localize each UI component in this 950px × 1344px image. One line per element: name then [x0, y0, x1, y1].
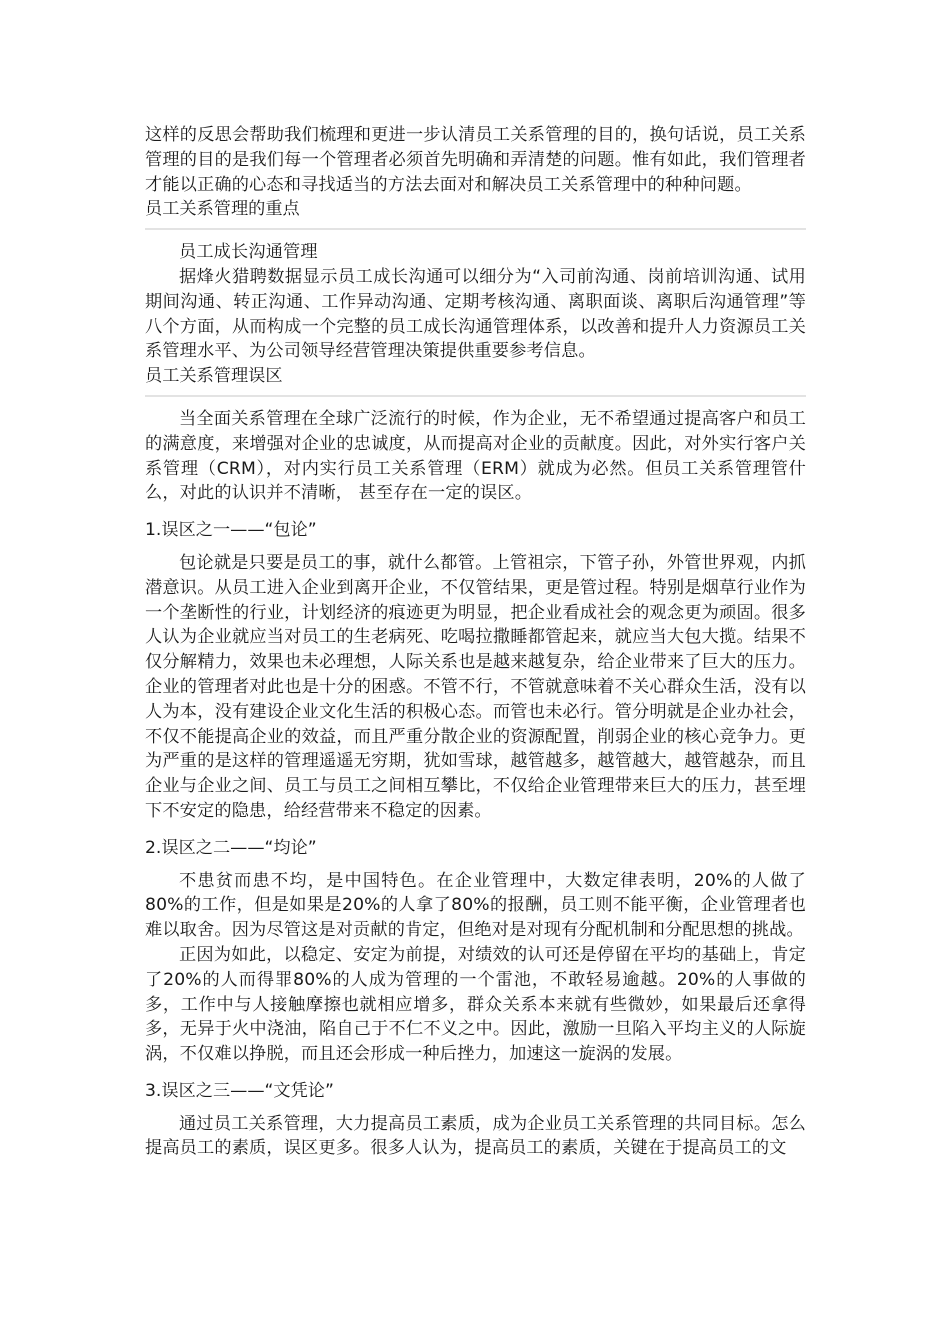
mistake-3-title: 3.误区之三——“文凭论”	[145, 1080, 334, 1101]
mistakes-intro-paragraph: 当全面关系管理在全球广泛流行的时候，作为企业，无不希望通过提高客户和员工的满意度，来增强对企业的忠诚度，从而提高对企业的贡献度。因此，对外实行客户关系管理（CRM），对内实行员工关系管理（ERM）就成为必然。但员工关系管理管什么，对此的认识并不清晰， 甚至存在一定的误区。	[145, 408, 806, 504]
mistake-1-paragraph: 包论就是只要是员工的事，就什么都管。上管祖宗，下管子孙，外管世界观，内抓潜意识。从员工进入企业到离开企业，不仅管结果，更是管过程。特别是烟草行业作为一个垄断性的行业，计划经济的痕迹更为明显，把企业看成社会的观念更为顽固。很多人认为企业就应当对员工的生老病死、吃喝拉撒睡都管起来，就应当大包大揽。结果不仅分解精力，效果也未必理想，人际关系也是越来越复杂，给企业带来了巨大的压力。企业的管理者对此也是十分的困惑。不管不行，不管就意味着不关心群众生活，没有以人为本，没有建设企业文化生活的积极心态。而管也未必行。管分明就是企业办社会，不仅不能提高企业的效益，而且严重分散企业的资源配置，削弱企业的核心竞争力。更为严重的是这样的管理遥遥无穷期，犹如雪球，越管越多，越管越大，越管越杂，而且企业与企业之间、员工与员工之间相互攀比，不仅给企业管理带来巨大的压力，甚至埋下不安定的隐患，给经营带来不稳定的因素。	[145, 552, 806, 821]
growth-communication-paragraph: 据烽火猎聘数据显示员工成长沟通可以细分为“入司前沟通、岗前培训沟通、试用期间沟通、转正沟通、工作异动沟通、定期考核沟通、离职面谈、离职后沟通管理”等八个方面，从而构成一个完整的员工成长沟通管理体系，以改善和提升人力资源员工关系管理水平、为公司领导经营管理决策提供重要参考信息。	[145, 266, 806, 362]
mistake-2-paragraph-1: 不患贫而患不均，是中国特色。在企业管理中，大数定律表明，20%的人做了80%的工作，但是如果是20%的人拿了80%的报酬，员工则不能平衡，企业管理者也难以取舍。因为尽管这是对贡献的肯定，但绝对是对现有分配机制和分配思想的挑战。	[145, 870, 806, 941]
mistake-3-paragraph: 通过员工关系管理，大力提高员工素质，成为企业员工关系管理的共同目标。怎么提高员工的素质，误区更多。很多人认为，提高员工的素质，关键在于提高员工的文	[145, 1113, 806, 1159]
spacer	[145, 1067, 806, 1079]
mistake-1-title: 1.误区之一——“包论”	[145, 520, 317, 541]
spacer	[145, 1104, 806, 1112]
spacer	[145, 824, 806, 836]
section-divider	[145, 228, 806, 230]
document-page	[145, 123, 806, 1162]
mistake-3-clip	[145, 1112, 806, 1162]
section-divider	[145, 395, 806, 397]
spacer	[145, 861, 806, 869]
mistake-2-title: 2.误区之二——“均论”	[145, 837, 317, 858]
intro-paragraph: 这样的反思会帮助我们梳理和更进一步认清员工关系管理的目的，换句话说，员工关系管理的目的是我们每一个管理者必须首先明确和弄清楚的问题。惟有如此，我们管理者才能以正确的心态和寻找适当的方法去面对和解决员工关系管理中的种种问题。	[145, 125, 806, 195]
section-heading-focus: 员工关系管理的重点	[145, 199, 300, 220]
mistake-2-paragraph-2: 正因为如此，以稳定、安定为前提，对绩效的认可还是停留在平均的基础上，肯定了20%的人而得罪80%的人成为管理的一个雷池，不敢轻易逾越。20%的人事做的多，工作中与人接触摩擦也就相应增多，群众关系本来就有些微妙，如果最后还拿得多，无异于火中浇油，陷自己于不仁不义之中。因此，激励一旦陷入平均主义的人际旋涡，不仅难以挣脱，而且还会形成一种后挫力，加速这一旋涡的发展。	[145, 944, 806, 1065]
spacer	[145, 506, 806, 518]
subheading-growth-communication: 员工成长沟通管理	[179, 242, 318, 263]
section-heading-mistakes: 员工关系管理误区	[145, 366, 283, 387]
spacer	[145, 543, 806, 551]
